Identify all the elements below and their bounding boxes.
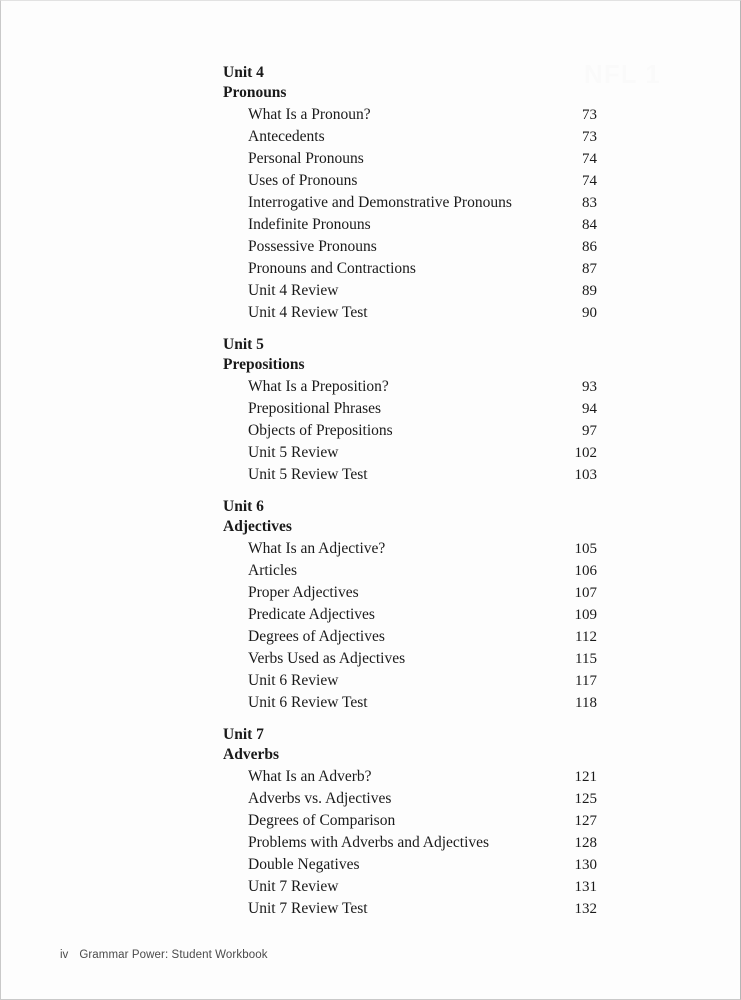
toc-entry[interactable]	[223, 788, 597, 810]
toc-entry-page-number: 87	[582, 261, 597, 277]
toc-entry[interactable]	[223, 464, 597, 486]
toc-entry-page-number: 86	[582, 239, 597, 255]
toc-entry[interactable]	[223, 832, 597, 854]
toc-entry[interactable]	[223, 538, 597, 560]
toc-unit-title: Adverbs	[223, 745, 279, 763]
toc-entry-label: Possessive Pronouns	[248, 238, 377, 255]
toc-entry-list	[223, 766, 597, 920]
toc-entry-page-number: 93	[582, 379, 597, 395]
toc-entry[interactable]	[223, 376, 597, 398]
toc-entry-page-number: 128	[574, 835, 597, 851]
toc-entry-list	[223, 104, 597, 324]
toc-entry-page-number: 109	[574, 607, 597, 623]
toc-entry-page-number: 83	[582, 195, 597, 211]
toc-entry[interactable]	[223, 626, 597, 648]
toc-entry-label: What Is an Adjective?	[248, 540, 386, 557]
toc-unit-block	[223, 63, 597, 324]
toc-entry-label: Antecedents	[248, 128, 325, 145]
toc-entry-page-number: 102	[574, 445, 597, 461]
toc-entry[interactable]	[223, 854, 597, 876]
toc-entry[interactable]	[223, 258, 597, 280]
toc-entry-label: Unit 4 Review	[248, 282, 339, 299]
toc-entry-label: What Is a Pronoun?	[248, 106, 371, 123]
toc-entry-page-number: 103	[574, 467, 597, 483]
toc-unit-title: Adjectives	[223, 517, 292, 535]
toc-entry[interactable]	[223, 148, 597, 170]
toc-entry-label: Indefinite Pronouns	[248, 216, 371, 233]
toc-entry[interactable]	[223, 582, 597, 604]
toc-entry-page-number: 74	[582, 151, 597, 167]
scan-artifact-watermark: NFL 1	[584, 59, 661, 89]
toc-unit-label: Unit 5	[223, 336, 264, 353]
toc-entry-page-number: 74	[582, 173, 597, 189]
toc-unit-label: Unit 6	[223, 498, 264, 515]
toc-entry-page-number: 121	[574, 769, 597, 785]
toc-entry[interactable]	[223, 810, 597, 832]
toc-unit-title: Pronouns	[223, 83, 287, 101]
folio-number: iv	[60, 949, 69, 961]
toc-entry-label: Degrees of Comparison	[248, 812, 396, 829]
toc-entry-page-number: 107	[574, 585, 597, 601]
toc-entry-page-number: 117	[575, 673, 597, 689]
toc-entry-label: Uses of Pronouns	[248, 172, 358, 189]
toc-entry[interactable]	[223, 302, 597, 324]
toc-entry-label: Unit 5 Review Test	[248, 466, 368, 483]
toc-entry[interactable]	[223, 876, 597, 898]
toc-entry-page-number: 90	[582, 305, 597, 321]
toc-entry-label: Interrogative and Demonstrative Pronouns	[248, 194, 512, 211]
toc-entry-list	[223, 538, 597, 714]
toc-entry-label: Pronouns and Contractions	[248, 260, 416, 277]
page-footer	[60, 949, 268, 961]
toc-entry-label: Unit 4 Review Test	[248, 304, 368, 321]
toc-entry-label: Prepositional Phrases	[248, 400, 382, 417]
toc-entry-label: Adverbs vs. Adjectives	[248, 790, 392, 807]
toc-entry-label: Personal Pronouns	[248, 150, 364, 167]
toc-entry-page-number: 94	[582, 401, 597, 417]
toc-entry-page-number: 118	[575, 695, 597, 711]
toc-entry-label: Verbs Used as Adjectives	[248, 650, 406, 667]
toc-entry[interactable]	[223, 236, 597, 258]
toc-entry-page-number: 105	[574, 541, 597, 557]
toc-entry-label: Proper Adjectives	[248, 584, 359, 601]
toc-entry[interactable]	[223, 648, 597, 670]
toc-entry-page-number: 131	[574, 879, 597, 895]
toc-unit-block	[223, 335, 597, 486]
toc-entry[interactable]	[223, 442, 597, 464]
toc-entry[interactable]	[223, 604, 597, 626]
toc-entry-label: Unit 7 Review	[248, 878, 339, 895]
toc-unit-label: Unit 4	[223, 64, 264, 81]
toc-entry-page-number: 84	[582, 217, 597, 233]
toc-entry-list	[223, 376, 597, 486]
toc-entry-label: What Is an Adverb?	[248, 768, 372, 785]
table-of-contents	[223, 63, 597, 920]
toc-entry[interactable]	[223, 420, 597, 442]
toc-entry[interactable]	[223, 692, 597, 714]
toc-entry[interactable]	[223, 192, 597, 214]
toc-unit-title: Prepositions	[223, 355, 305, 373]
toc-entry-label: Unit 7 Review Test	[248, 900, 368, 917]
toc-entry-label: Unit 6 Review	[248, 672, 339, 689]
toc-entry-page-number: 73	[582, 129, 597, 145]
toc-entry[interactable]	[223, 214, 597, 236]
toc-entry-label: Unit 6 Review Test	[248, 694, 368, 711]
toc-entry-page-number: 130	[574, 857, 597, 873]
toc-entry-page-number: 127	[574, 813, 597, 829]
running-head: Grammar Power: Student Workbook	[79, 949, 268, 961]
toc-entry-page-number: 106	[574, 563, 597, 579]
toc-entry-label: Degrees of Adjectives	[248, 628, 385, 645]
toc-entry[interactable]	[223, 898, 597, 920]
toc-entry[interactable]	[223, 126, 597, 148]
toc-entry-label: Problems with Adverbs and Adjectives	[248, 834, 490, 851]
toc-entry-page-number: 73	[582, 107, 597, 123]
toc-entry-label: Unit 5 Review	[248, 444, 339, 461]
toc-entry[interactable]	[223, 280, 597, 302]
toc-entry-page-number: 112	[575, 629, 597, 645]
toc-entry-label: Predicate Adjectives	[248, 606, 375, 623]
toc-entry-label: Double Negatives	[248, 856, 360, 873]
toc-entry[interactable]	[223, 170, 597, 192]
toc-entry-label: Objects of Prepositions	[248, 422, 393, 439]
toc-unit-label: Unit 7	[223, 726, 264, 743]
toc-unit-block	[223, 725, 597, 920]
toc-entry[interactable]	[223, 560, 597, 582]
toc-entry-page-number: 115	[575, 651, 597, 667]
toc-entry[interactable]	[223, 766, 597, 788]
toc-entry[interactable]	[223, 398, 597, 420]
toc-entry-page-number: 97	[582, 423, 597, 439]
toc-unit-block	[223, 497, 597, 714]
toc-entry-label: What Is a Preposition?	[248, 378, 389, 395]
toc-entry-page-number: 132	[574, 901, 597, 917]
toc-entry-page-number: 89	[582, 283, 597, 299]
toc-entry-label: Articles	[248, 562, 298, 579]
toc-entry-page-number: 125	[574, 791, 597, 807]
toc-entry[interactable]	[223, 670, 597, 692]
toc-entry[interactable]	[223, 104, 597, 126]
